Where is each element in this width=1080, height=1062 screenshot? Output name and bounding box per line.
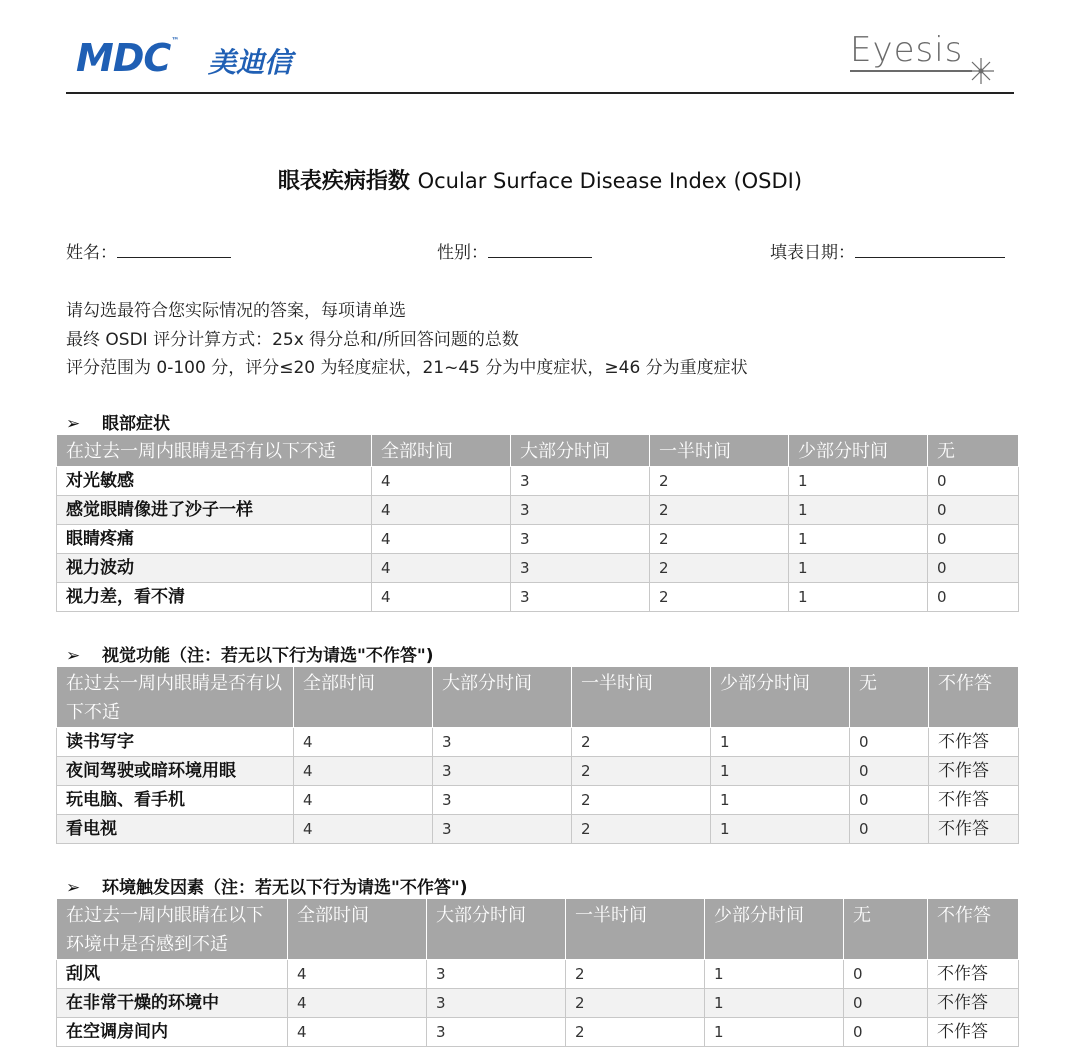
section-title-environmental-triggers: ➢ 环境触发因素（注：若无以下行为请选"不作答") <box>66 878 468 898</box>
column-header: 在过去一周内眼睛在以下环境中是否感到不适 <box>57 899 288 960</box>
score-option-cell[interactable]: 0 <box>928 525 1019 554</box>
mdc-logo-chinese: 美迪信 <box>208 46 293 79</box>
score-option-cell[interactable]: 不作答 <box>928 1018 1019 1047</box>
arrow-icon: ➢ <box>66 878 81 898</box>
column-header: 一半时间 <box>650 435 789 467</box>
score-option-cell[interactable]: 0 <box>850 786 929 815</box>
gender-blank[interactable] <box>488 240 592 258</box>
date-label: 填表日期： <box>770 243 855 263</box>
score-option-cell[interactable]: 不作答 <box>929 757 1019 786</box>
score-option-cell[interactable]: 2 <box>572 728 711 757</box>
score-option-cell[interactable]: 4 <box>372 525 511 554</box>
score-option-cell[interactable]: 1 <box>711 757 850 786</box>
score-option-cell[interactable]: 4 <box>294 757 433 786</box>
section-title-visual-function: ➢ 视觉功能（注：若无以下行为请选"不作答") <box>66 646 434 666</box>
table-row <box>57 786 1019 815</box>
question-cell: 对光敏感 <box>57 467 372 496</box>
question-cell: 在非常干燥的环境中 <box>57 989 288 1018</box>
question-cell: 看电视 <box>57 815 294 844</box>
score-option-cell[interactable]: 2 <box>650 583 789 612</box>
score-option-cell[interactable]: 4 <box>372 554 511 583</box>
score-option-cell[interactable]: 3 <box>427 989 566 1018</box>
table-row <box>57 728 1019 757</box>
score-option-cell[interactable]: 4 <box>288 960 427 989</box>
question-cell: 感觉眼睛像进了沙子一样 <box>57 496 372 525</box>
score-option-cell[interactable]: 1 <box>711 815 850 844</box>
score-option-cell[interactable]: 4 <box>294 815 433 844</box>
table-row <box>57 525 1019 554</box>
instruction-line: 评分范围为 0-100 分，评分≤20 为轻度症状，21~45 分为中度症状，≥46 分为重度症状 <box>66 358 748 378</box>
table-row <box>57 467 1019 496</box>
name-blank[interactable] <box>117 240 231 258</box>
score-option-cell[interactable]: 3 <box>433 728 572 757</box>
column-header: 在过去一周内眼睛是否有以下不适 <box>57 667 294 728</box>
table-row <box>57 554 1019 583</box>
score-option-cell[interactable]: 2 <box>566 989 705 1018</box>
column-header: 无 <box>850 667 929 728</box>
score-option-cell[interactable]: 1 <box>705 989 844 1018</box>
score-option-cell[interactable]: 1 <box>789 496 928 525</box>
column-header: 大部分时间 <box>511 435 650 467</box>
score-option-cell[interactable]: 3 <box>511 525 650 554</box>
score-option-cell[interactable]: 1 <box>789 467 928 496</box>
score-option-cell[interactable]: 3 <box>427 960 566 989</box>
score-option-cell[interactable]: 2 <box>650 525 789 554</box>
table-row <box>57 757 1019 786</box>
eye-symptoms-table <box>56 434 1019 612</box>
table-row <box>57 583 1019 612</box>
score-option-cell[interactable]: 2 <box>572 786 711 815</box>
arrow-icon: ➢ <box>66 646 81 666</box>
table-row <box>57 1018 1019 1047</box>
column-header: 一半时间 <box>566 899 705 960</box>
column-header: 无 <box>928 435 1019 467</box>
gender-label: 性别： <box>437 243 488 263</box>
score-option-cell[interactable]: 4 <box>288 989 427 1018</box>
sparkle-icon <box>966 56 996 86</box>
score-option-cell[interactable]: 4 <box>372 496 511 525</box>
environmental-triggers-table <box>56 898 1019 1047</box>
instruction-line: 请勾选最符合您实际情况的答案，每项请单选 <box>66 301 406 321</box>
score-option-cell[interactable]: 3 <box>433 786 572 815</box>
score-option-cell[interactable]: 3 <box>433 815 572 844</box>
mdc-logo: MDC™ <box>76 36 179 80</box>
score-option-cell[interactable]: 4 <box>372 583 511 612</box>
score-option-cell[interactable]: 3 <box>511 467 650 496</box>
visual-function-table <box>56 666 1019 844</box>
gender-field[interactable] <box>437 238 592 263</box>
question-cell: 玩电脑、看手机 <box>57 786 294 815</box>
score-option-cell[interactable]: 2 <box>650 496 789 525</box>
question-cell: 夜间驾驶或暗环境用眼 <box>57 757 294 786</box>
score-option-cell[interactable]: 2 <box>572 815 711 844</box>
score-option-cell[interactable]: 3 <box>427 1018 566 1047</box>
column-header: 少部分时间 <box>789 435 928 467</box>
column-header: 少部分时间 <box>705 899 844 960</box>
column-header: 少部分时间 <box>711 667 850 728</box>
score-option-cell[interactable]: 1 <box>711 728 850 757</box>
table-row <box>57 496 1019 525</box>
date-blank[interactable] <box>855 240 1005 258</box>
name-field[interactable] <box>66 238 231 263</box>
column-header: 一半时间 <box>572 667 711 728</box>
column-header: 全部时间 <box>288 899 427 960</box>
column-header: 全部时间 <box>372 435 511 467</box>
column-header: 无 <box>844 899 928 960</box>
eyesis-logo: Eyesis <box>850 30 1000 88</box>
page-header <box>66 30 1014 94</box>
score-option-cell[interactable]: 3 <box>433 757 572 786</box>
column-header: 大部分时间 <box>433 667 572 728</box>
question-cell: 在空调房间内 <box>57 1018 288 1047</box>
date-field[interactable] <box>770 238 1005 263</box>
score-option-cell[interactable]: 2 <box>572 757 711 786</box>
column-header: 不作答 <box>929 667 1019 728</box>
score-option-cell[interactable]: 3 <box>511 554 650 583</box>
page-title: 眼表疾病指数 Ocular Surface Disease Index (OSDI) <box>277 169 803 194</box>
score-option-cell[interactable]: 3 <box>511 583 650 612</box>
score-option-cell[interactable]: 0 <box>928 583 1019 612</box>
score-option-cell[interactable]: 1 <box>789 583 928 612</box>
score-option-cell[interactable]: 0 <box>844 989 928 1018</box>
table-row <box>57 989 1019 1018</box>
question-cell: 刮风 <box>57 960 288 989</box>
score-option-cell[interactable]: 0 <box>928 554 1019 583</box>
score-option-cell[interactable]: 不作答 <box>928 989 1019 1018</box>
score-option-cell[interactable]: 2 <box>650 554 789 583</box>
column-header: 在过去一周内眼睛是否有以下不适 <box>57 435 372 467</box>
score-option-cell[interactable]: 4 <box>294 786 433 815</box>
section-title-eye-symptoms: ➢ 眼部症状 <box>66 414 170 434</box>
table-header-row <box>57 667 1019 728</box>
question-cell: 视力波动 <box>57 554 372 583</box>
score-option-cell[interactable]: 1 <box>705 960 844 989</box>
score-option-cell[interactable]: 0 <box>850 815 929 844</box>
score-option-cell[interactable]: 不作答 <box>929 728 1019 757</box>
score-option-cell[interactable]: 4 <box>294 728 433 757</box>
arrow-icon: ➢ <box>66 414 81 434</box>
score-option-cell[interactable]: 2 <box>566 1018 705 1047</box>
score-option-cell[interactable]: 0 <box>850 757 929 786</box>
question-cell: 眼睛疼痛 <box>57 525 372 554</box>
table-header-row <box>57 435 1019 467</box>
table-row <box>57 960 1019 989</box>
question-cell: 读书写字 <box>57 728 294 757</box>
score-option-cell[interactable]: 0 <box>928 467 1019 496</box>
column-header: 大部分时间 <box>427 899 566 960</box>
question-cell: 视力差，看不清 <box>57 583 372 612</box>
name-label: 姓名： <box>66 243 117 263</box>
table-header-row <box>57 899 1019 960</box>
score-option-cell[interactable]: 0 <box>850 728 929 757</box>
score-option-cell[interactable]: 1 <box>705 1018 844 1047</box>
score-option-cell[interactable]: 4 <box>372 467 511 496</box>
score-option-cell[interactable]: 4 <box>288 1018 427 1047</box>
score-option-cell[interactable]: 不作答 <box>928 960 1019 989</box>
score-option-cell[interactable]: 0 <box>844 960 928 989</box>
score-option-cell[interactable]: 2 <box>650 467 789 496</box>
instruction-line: 最终 OSDI 评分计算方式：25x 得分总和/所回答问题的总数 <box>66 330 519 350</box>
score-option-cell[interactable]: 1 <box>789 554 928 583</box>
column-header: 不作答 <box>928 899 1019 960</box>
score-option-cell[interactable]: 0 <box>844 1018 928 1047</box>
score-option-cell[interactable]: 不作答 <box>929 786 1019 815</box>
score-option-cell[interactable]: 不作答 <box>929 815 1019 844</box>
score-option-cell[interactable]: 1 <box>789 525 928 554</box>
score-option-cell[interactable]: 1 <box>711 786 850 815</box>
column-header: 全部时间 <box>294 667 433 728</box>
table-row <box>57 815 1019 844</box>
score-option-cell[interactable]: 0 <box>928 496 1019 525</box>
score-option-cell[interactable]: 2 <box>566 960 705 989</box>
score-option-cell[interactable]: 3 <box>511 496 650 525</box>
